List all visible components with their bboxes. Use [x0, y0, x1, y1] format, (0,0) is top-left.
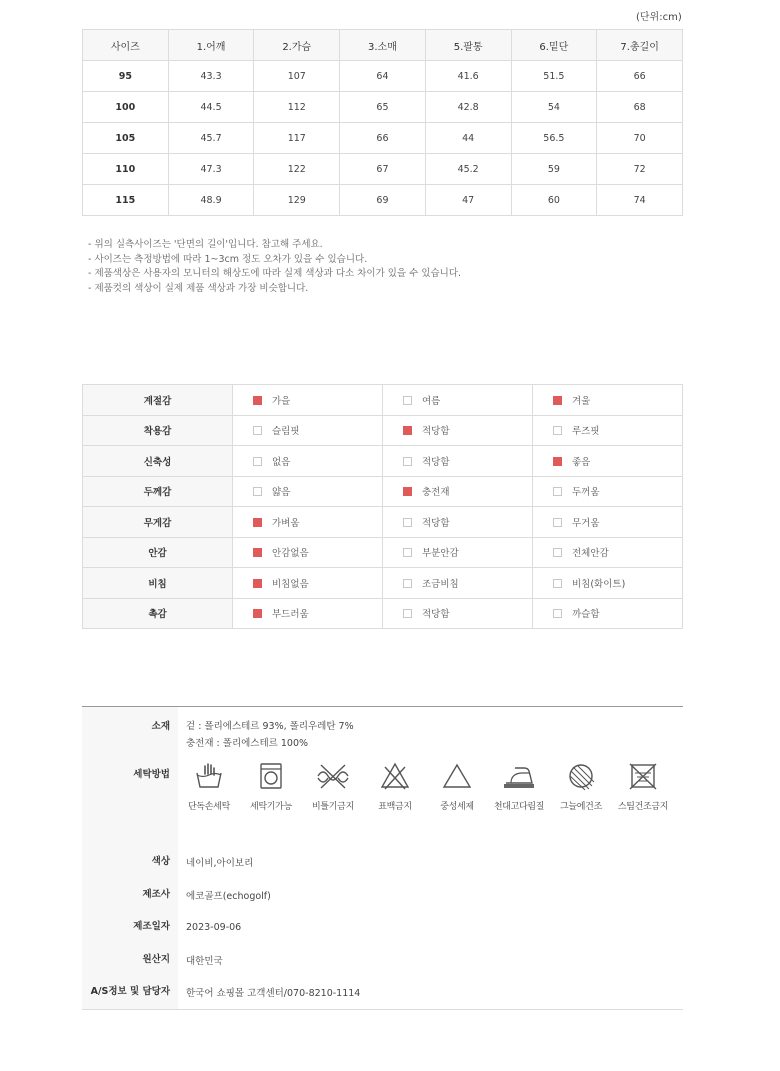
- feel-option-label: 여름: [422, 395, 441, 407]
- size-notes: [88, 238, 461, 296]
- measure-cell: 59: [511, 154, 597, 185]
- size-header-cell: 3.소매: [340, 30, 426, 61]
- measure-cell: 42.8: [425, 92, 511, 123]
- feel-option: [533, 476, 683, 507]
- size-row: [83, 154, 683, 185]
- info-row: [82, 879, 683, 912]
- feel-row: [83, 476, 683, 507]
- feel-option: [383, 415, 533, 446]
- note-line: - 사이즈는 측정방법에 따라 1~3cm 정도 오차가 있을 수 있습니다.: [88, 253, 368, 265]
- info-label: 색상: [82, 846, 178, 879]
- feel-option: [233, 385, 383, 416]
- feel-label: 무게감: [83, 507, 233, 538]
- measure-cell: 44.5: [168, 92, 254, 123]
- measure-cell: 117: [254, 123, 340, 154]
- size-header-cell: 6.밑단: [511, 30, 597, 61]
- measure-cell: 70: [597, 123, 683, 154]
- checked-box-icon: [553, 396, 562, 405]
- feel-label: 안감: [83, 537, 233, 568]
- fit-feel-table: [82, 384, 683, 629]
- unchecked-box-icon: [403, 457, 412, 466]
- product-info-table: [82, 706, 683, 1010]
- feel-option: [533, 568, 683, 599]
- feel-option: [383, 476, 533, 507]
- unchecked-box-icon: [553, 548, 562, 557]
- feel-option-label: 루즈핏: [572, 426, 600, 438]
- feel-option: [533, 507, 683, 538]
- checked-box-icon: [553, 457, 562, 466]
- measure-cell: 69: [340, 185, 426, 216]
- feel-option-label: 무거움: [572, 517, 600, 529]
- no-wring-icon: [315, 761, 351, 791]
- feel-row: [83, 568, 683, 599]
- feel-option-label: 얇음: [272, 487, 291, 499]
- measure-cell: 66: [340, 123, 426, 154]
- feel-row: [83, 385, 683, 416]
- measure-cell: 107: [254, 61, 340, 92]
- measure-cell: 68: [597, 92, 683, 123]
- size-table-header: [83, 30, 683, 61]
- feel-option: [383, 598, 533, 629]
- measure-cell: 51.5: [511, 61, 597, 92]
- feel-option-label: 없음: [272, 456, 291, 468]
- measure-cell: 122: [254, 154, 340, 185]
- feel-option-label: 겨울: [572, 395, 591, 407]
- measure-cell: 72: [597, 154, 683, 185]
- unchecked-box-icon: [553, 518, 562, 527]
- size-row: [83, 123, 683, 154]
- feel-option: [233, 507, 383, 538]
- wash-row: [82, 757, 683, 846]
- wash-item: [488, 761, 550, 812]
- feel-option-label: 적당함: [422, 456, 450, 468]
- shade-dry-icon: [563, 761, 599, 791]
- feel-option: [233, 446, 383, 477]
- info-label: A/S정보 및 담당자: [82, 976, 178, 1009]
- measure-cell: 66: [597, 61, 683, 92]
- size-header-cell: 2.가슴: [254, 30, 340, 61]
- material-line: 겉 : 폴리에스테르 93%, 폴리우레탄 7%: [186, 721, 354, 732]
- wash-caption: 스팀건조금지: [617, 802, 669, 812]
- measure-cell: 48.9: [168, 185, 254, 216]
- wash-caption: 세탁기가능: [250, 802, 292, 812]
- size-row: [83, 185, 683, 216]
- measure-cell: 56.5: [511, 123, 597, 154]
- material-line: 충전재 : 폴리에스테르 100%: [186, 738, 309, 749]
- info-value: 대한민국: [186, 955, 223, 967]
- unchecked-box-icon: [553, 426, 562, 435]
- size-header-cell: 사이즈: [83, 30, 169, 61]
- wash-item: [364, 761, 426, 812]
- info-value: 에코골프(echogolf): [186, 890, 271, 902]
- size-table: [82, 29, 683, 216]
- feel-option: [233, 598, 383, 629]
- note-line: - 제품색상은 사용자의 모니터의 해상도에 따라 실제 색상과 다소 차이가 있을 수 있습니다.: [88, 268, 462, 279]
- unit-label: (단위:cm): [636, 12, 682, 23]
- feel-option: [383, 537, 533, 568]
- info-value: 2023-09-06: [186, 921, 242, 933]
- unchecked-box-icon: [553, 579, 562, 588]
- feel-option-label: 적당함: [422, 517, 450, 529]
- unchecked-box-icon: [403, 548, 412, 557]
- measure-cell: 47.3: [168, 154, 254, 185]
- measure-cell: 65: [340, 92, 426, 123]
- wash-caption: 비틀기금지: [312, 802, 354, 812]
- hand-wash-icon: [191, 761, 227, 791]
- info-value: 한국어 쇼핑몰 고객센터/070-8210-1114: [186, 988, 361, 1000]
- feel-option: [383, 568, 533, 599]
- wash-item: [178, 761, 240, 812]
- wash-caption: 표백금지: [378, 802, 412, 812]
- feel-option-label: 두꺼움: [572, 487, 600, 499]
- feel-option-label: 비침없음: [272, 578, 309, 590]
- feel-row: [83, 415, 683, 446]
- feel-option-label: 비침(화이트): [572, 578, 626, 590]
- checked-box-icon: [253, 396, 262, 405]
- no-steam-dry-icon: [625, 761, 661, 791]
- measure-cell: 64: [340, 61, 426, 92]
- feel-option-label: 적당함: [422, 609, 450, 621]
- feel-label: 계절감: [83, 385, 233, 416]
- size-row: [83, 61, 683, 92]
- feel-option: [233, 476, 383, 507]
- size-value: 115: [83, 185, 169, 216]
- unchecked-box-icon: [253, 426, 262, 435]
- wash-item: [550, 761, 612, 812]
- feel-option-label: 가을: [272, 395, 291, 407]
- checked-box-icon: [403, 426, 412, 435]
- measure-cell: 67: [340, 154, 426, 185]
- unchecked-box-icon: [253, 457, 262, 466]
- feel-option: [533, 446, 683, 477]
- feel-option-label: 충전재: [422, 487, 450, 499]
- info-value: 네이비,아이보리: [186, 858, 254, 870]
- note-line: - 제품컷의 색상이 실제 제품 색상과 가장 비슷합니다.: [88, 282, 309, 294]
- feel-option: [533, 598, 683, 629]
- feel-option: [383, 446, 533, 477]
- wash-icons: [178, 761, 683, 812]
- measure-cell: 45.2: [425, 154, 511, 185]
- feel-option-label: 적당함: [422, 426, 450, 438]
- size-value: 110: [83, 154, 169, 185]
- feel-option: [233, 415, 383, 446]
- measure-cell: 43.3: [168, 61, 254, 92]
- unchecked-box-icon: [403, 609, 412, 618]
- size-header-cell: 1.어깨: [168, 30, 254, 61]
- measure-cell: 47: [425, 185, 511, 216]
- info-row: [82, 846, 683, 879]
- info-row: [82, 976, 683, 1009]
- feel-option: [383, 385, 533, 416]
- info-row: [82, 944, 683, 977]
- checked-box-icon: [253, 579, 262, 588]
- size-value: 105: [83, 123, 169, 154]
- unchecked-box-icon: [253, 487, 262, 496]
- wash-item: [612, 761, 674, 812]
- feel-row: [83, 446, 683, 477]
- measure-cell: 54: [511, 92, 597, 123]
- feel-option: [233, 537, 383, 568]
- feel-option-label: 조금비침: [422, 578, 459, 590]
- measure-cell: 41.6: [425, 61, 511, 92]
- unchecked-box-icon: [553, 487, 562, 496]
- feel-option-label: 부드러움: [272, 609, 309, 621]
- checked-box-icon: [253, 609, 262, 618]
- feel-option-label: 부분안감: [422, 548, 459, 560]
- wash-item: [302, 761, 364, 812]
- wash-caption: 그늘에건조: [560, 802, 602, 812]
- feel-option: [383, 507, 533, 538]
- info-label: 제조사: [82, 879, 178, 912]
- feel-option: [533, 537, 683, 568]
- wash-caption: 중성세제: [440, 802, 474, 812]
- feel-option: [533, 385, 683, 416]
- wash-label: 세탁방법: [82, 757, 178, 846]
- size-row: [83, 92, 683, 123]
- feel-option-label: 슬림핏: [272, 426, 300, 438]
- info-label: 원산지: [82, 944, 178, 977]
- material-label: 소재: [82, 707, 178, 757]
- feel-option-label: 전체안감: [572, 548, 609, 560]
- size-header-cell: 5.팔통: [425, 30, 511, 61]
- measure-cell: 44: [425, 123, 511, 154]
- note-line: - 위의 실측사이즈는 '단면의 길이'입니다. 참고해 주세요.: [88, 239, 323, 250]
- neutral-detergent-icon: [439, 761, 475, 791]
- size-header-cell: 7.총길이: [597, 30, 683, 61]
- checked-box-icon: [253, 548, 262, 557]
- measure-cell: 129: [254, 185, 340, 216]
- checked-box-icon: [403, 487, 412, 496]
- feel-label: 신축성: [83, 446, 233, 477]
- wash-item: [240, 761, 302, 812]
- wash-item: [426, 761, 488, 812]
- washing-machine-icon: [253, 761, 289, 791]
- unchecked-box-icon: [403, 396, 412, 405]
- iron-with-cloth-icon: [501, 761, 537, 791]
- feel-label: 착용감: [83, 415, 233, 446]
- unchecked-box-icon: [553, 609, 562, 618]
- no-bleach-icon: [377, 761, 413, 791]
- feel-option-label: 가벼움: [272, 517, 300, 529]
- feel-row: [83, 537, 683, 568]
- info-row: [82, 911, 683, 944]
- checked-box-icon: [253, 518, 262, 527]
- feel-row: [83, 507, 683, 538]
- feel-option: [533, 415, 683, 446]
- feel-row: [83, 598, 683, 629]
- measure-cell: 45.7: [168, 123, 254, 154]
- wash-caption: 천대고다림질: [493, 802, 545, 812]
- material-row: [82, 707, 683, 757]
- feel-option-label: 안감없음: [272, 548, 309, 560]
- wash-caption: 단독손세탁: [188, 802, 230, 812]
- measure-cell: 60: [511, 185, 597, 216]
- measure-cell: 74: [597, 185, 683, 216]
- feel-label: 비침: [83, 568, 233, 599]
- unchecked-box-icon: [403, 518, 412, 527]
- size-value: 95: [83, 61, 169, 92]
- size-value: 100: [83, 92, 169, 123]
- feel-option-label: 좋음: [572, 456, 591, 468]
- feel-label: 촉감: [83, 598, 233, 629]
- feel-option-label: 까슬함: [572, 609, 600, 621]
- feel-label: 두께감: [83, 476, 233, 507]
- measure-cell: 112: [254, 92, 340, 123]
- unchecked-box-icon: [403, 579, 412, 588]
- material-value: [178, 707, 683, 757]
- feel-option: [233, 568, 383, 599]
- info-label: 제조일자: [82, 911, 178, 944]
